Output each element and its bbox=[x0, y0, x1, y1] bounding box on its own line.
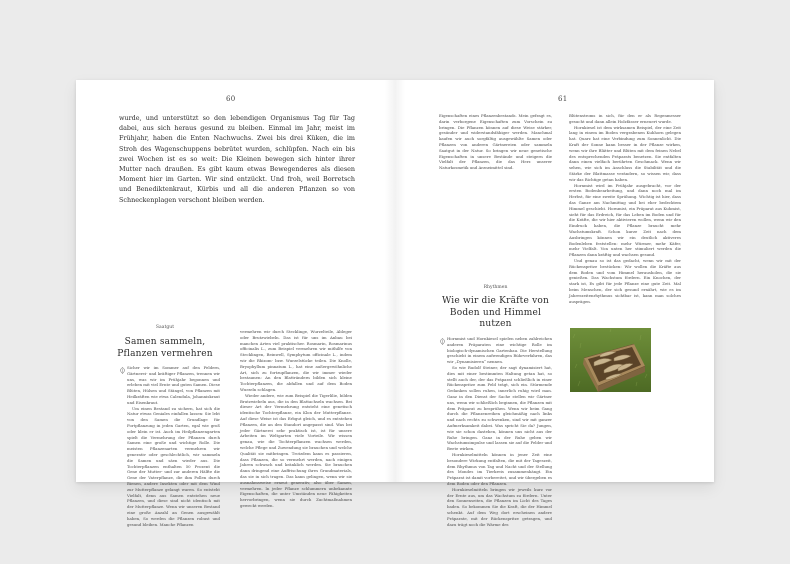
paragraph: Und genau so ist das gedacht, wenn wir mit der Rückenspritze bestücken: Wir wollen die Kräfte aus dem Boden und vom Himmel herausholen, die sie genießen. Das Wachstum fördern. Ein Knochen, der stark ist, Es gibt für jede Pflanze eine gute Zeit. Mal beim Menschen, der sich gesund ernährt, wie es im Jahreszeitenrhythmus sichtbar ist, kann man solches ausprägen. bbox=[569, 257, 681, 304]
section-title-left: Samen sammeln, Pflanzen vermehren bbox=[117, 337, 213, 359]
page-number-left: 60 bbox=[226, 95, 236, 103]
paragraph: So wie Rudolf Steiner, der sagt dynamisiert hat, dies mit einer bestimmten Haltung getan hat, so stellt auch der, der das Präparat schließlich in einer Rückenspritze zum Feld trägt, sich ein. Stürmende Gedanken sollen ruhen, innerlich ruhig wird man. Ganz in den Dienst der Sache stellen wir Gärtner uns, wenn wir schließlich beginnen, die Pflanzen mit dem Präparat zu besprühen. Wenn wir beim Gang durch die Pflanzenreihen gleichmäßig nach links und nach rechts zu schwenken, sind wir mit ganzer Aufmerksamkeit dabei. Was spricht Sie da? Jungen, wie sie schon dastehen, können uns nicht aus der Ruhe bringen. Ganz in der Ruhe geben wir Wachstumsimpulse und lassen sie auf die Felder und Beete wirken. bbox=[447, 364, 552, 452]
crate-photo bbox=[570, 328, 651, 392]
intro-paragraph: wurde, und unterstützt so den lebendigen Organismus Tag für Tag dabei, aus sich heraus gesund zu bleiben. Einmal im Jahr, meist im Frühjahr, haben die Enten Nachwuchs. Zwei bis drei Küken, die im Stroh des Wagenschuppens bebrütet wurden, schlüpfen. Nach ein bis zwei Wochen ist es so weit: Die Kleinen bewegen sich hinter ihrer Mutter nach draußen. Es gibt kaum etwas Bewegenderes als diesen Moment hier im Garten. Wir sind entzückt. Und froh, weil Borretsch und Benediktenkraut, Kürbis und all die anderen Pflanzen so von Schneckenplagen verschont bleiben werden. bbox=[119, 114, 355, 204]
text-column-left-1 bbox=[127, 365, 220, 527]
section-kicker-left: Saatgut bbox=[155, 325, 175, 330]
section-title-right: Wie wir die Kräfte von Boden und Himmel nutzen bbox=[442, 296, 549, 329]
left-page bbox=[76, 80, 395, 527]
leaf-icon bbox=[439, 338, 446, 345]
paragraph: Um einen Bestand zu sichern, hat sich die Natur etwas Geniales einfallen lassen: Sie lebt von den Samen die Grundlage für Fortpflanzung in jeden Garten, egal wie groß oder klein er ist. Auch im Heilpflanzengarten spielt die Vermehrung der Pflanzen durch Samen eine große und wichtige Rolle. Die meisten Pflanzenarten vermehren wir generativ oder geschlechtlich, wir sammeln die Samen und säen wieder aus. Die Tochterpflanzen enthalten 50 Prozent die Gene der Mutter- und zur anderen Hälfte die Gene der Vaterpflanze, die ihm Pollen durch Bienen, andere Insekten oder mit dem Wind zur Mutterpflanze gelangt waren. So entsteht Vielfalt, denn aus Samen entstehen neue Pflanzen, und diese sind nicht identisch mit der Mutterpflanze. Wenn wir unseren Bestand eine große Anzahl an Genen ausgewählt haben, So werden die Pflanzen robust und gesund bleiben. Manche Pflanzen bbox=[127, 405, 220, 527]
text-column-right-1-top: Eigenschaften eines Pflanzenbestands. Mein gefragt es, darin verborgene Eigenschaften zum Vorschein zu bringen. Die Pflanzen können auf diese Weise stärker, gesünder und widerstandsfähiger werden. Manchmal kaufen wir auch sorgfältig ausgewählte Samen oder Pflanzen von anderen Gärtnereien oder sammeln Saatgut in der Natur. So bringen wir neue genetische Eigenschaften in unsere Bestände und steigern die Vielfalt der Pflanzen, die das Herz unserer Naturkosmetik und Arzneimittel sind. bbox=[439, 113, 552, 171]
text-column-left-2 bbox=[240, 329, 352, 508]
page-number-right: 61 bbox=[558, 95, 568, 103]
paragraph: Hornkieselmitteln bringen wir jeweils kurz vor der Ernte aus, um das Wachstum zu fördern. Unter den Sonnenseiten, die Pflanzen im Licht des Tages baden. So bekommen Sie die Kraft, die der Himmel schenkt. Auf dem Weg dort erscheinen andere Präparate, mit der Rückenspritze getragen, und dazu trägt noch die Wärme des bbox=[447, 486, 552, 527]
paragraph: Hornmist und Hornkiesel spielen neben zahlreichen anderen Präparaten eine wichtige Rolle im biologisch-dynamischen Gartenbau. Die Herstellung geschieht in einem aufwendigen Rührverfahren, das wir „Dynamisieren“ nennen. bbox=[447, 336, 552, 365]
paragraph: vermehren wir durch Stecklinge, Wurzelteile, Ableger oder Brutzwiebeln. Das ist für uns im Anbau bei manchen Arten viel praktischer. Rosmarin, Rosmarinus officinalis L., zum Beispiel vermehren wir mithilfe von Stecklingen, Beinwell, Symphytum officinale L., indem wir die Rhizom- bzw. Wurzelstücke teilen. Die Knolle, Bryophyllum pinnatum L., hat eine außergewöhnliche Art, sich zu fortzupflanzen, die wir immer wieder bestaunen: An den Blatträndern bilden sich kleine Tochterpflanzen, die abfallen und auf dem Boden Wurzeln schlagen. bbox=[240, 329, 352, 392]
paragraph: Blütenstroms in sich, für den er als Regenmesser gesucht und dann allein Holzfässer erneuert wurde. bbox=[569, 113, 681, 124]
paragraph: Hornmist wird im Frühjahr ausgebracht, vor der ersten Bodenbearbeitung, und dann noch mal im Herbst, für eine zweite Sprühung. Wichtig ist hier, dass das Ganze am Nachmittag und bei eher bedecktem Himmel geschieht. Hornmist, ein Präparat aus Kuhmist, sieht für das Erdreich, für das Leben im Boden und für die Kräfte, die wir hier aktivieren wollen, wenn wir den Eindruck haben, die Pflanze braucht mehr Wachstumskraft. Schon kurze Zeit nach dem Ausbringen können wir ein deutlich aktiveres Bodenleben feststellen: mehr Würmer, mehr Käfer, mehr Vielfalt. Von unten her stimuliert werden die Pflanzen dann kräftig und wachsen gesund. bbox=[569, 182, 681, 258]
paragraph: Hornkieselmitteln können in jener Zeit eine besondere Wirkung entfalten, die mit der Tageszeit, dem Rhythmus von Tag und Nacht und der Stellung des Mondes im Tierkreis zusammenhängt. Ein Präparat ist damit vorbereitet, und wir übergeben es dem Boden oder den Pflanzen. bbox=[447, 451, 552, 486]
text-column-right-1-bottom bbox=[447, 336, 552, 527]
text-column-right-2 bbox=[569, 113, 681, 319]
paragraph: Hornkiesel ist dem wirksamen Beispiel, der eine Zeit lang in einem im Boden vergrabenen Kuhhorn gelegen hat. Quarz hat eine Verbindung zum Sonnenlicht. Die Kraft der Sonne kann besser in der Pflanze wirken, wenn wir ihre Blätter und Blüten mit dem feinen Nebel des entsprechenden Präparats benetzen. Sie entfalten dann einen vielfach berührten Geschmack. Wenn wir sehen, wie sich im Anschluss die Stabilität und die Stärke der Blattmasse verändern, so wissen wir, dass wir das Richtige getan haben. bbox=[569, 124, 681, 182]
right-page bbox=[395, 80, 714, 527]
book-spread bbox=[76, 80, 714, 527]
paragraph: Wieder andere, wie zum Beispiel die Tigerlilie, bilden Brutzwiebeln aus, die in den Blattachseln wachsen. Bei dieser Art der Vermehrung entsteht eine genetisch identische Tochterpflanze, ein Klon der Mutterpflanze. Auf diese Weise ist das Erbgut gleich, und es entstehen Pflanzen, die an den Standort angepasst sind. Was bei jeder Gärtnerei sehr praktisch ist, ist für unsere Arbeiten im Weltgarten viele Vorteile. Wir wissen genau, wie die Tochterpflanzen wachsen werden, welche Pflege und Zuwendung sie brauchen und welche Qualität sie mitbringen. Trotzdem kann es passieren, dass Pflanzen, die so vermehrt werden, nach einigen Jahren schwach und kränklich werden. Sie brauchen dann dringend eine Auffrischung ihres Grundmaterials, das sie in sich tragen. Das kann gelingen, wenn wir sie ausnahmsweise erneut generativ, also über Samen, vermehren. In jeder Pflanze schlummern unbekannte Eigenschaften, die unter Umständen neue Fähigkeiten hervorbringen, wenn sie durch Zuchtmaßnahmen geweckt werden. bbox=[240, 392, 352, 508]
paragraph: Sicher wir im Sommer auf den Feldern, Gärtnerei- und kräftiger Pflanzen, trennen wir uns, was wir im Frühjahr begonnen und erleben mit viel Ernte und guten Samen. Diese Blüten, Hülsen und Stängel, von Pflanzen mit Heilkräften wie etwa Calendula, Johanniskraut und Eisenkraut. bbox=[127, 365, 220, 405]
leaf-icon bbox=[119, 367, 126, 374]
section-kicker-right: Rhythmen bbox=[483, 285, 508, 290]
